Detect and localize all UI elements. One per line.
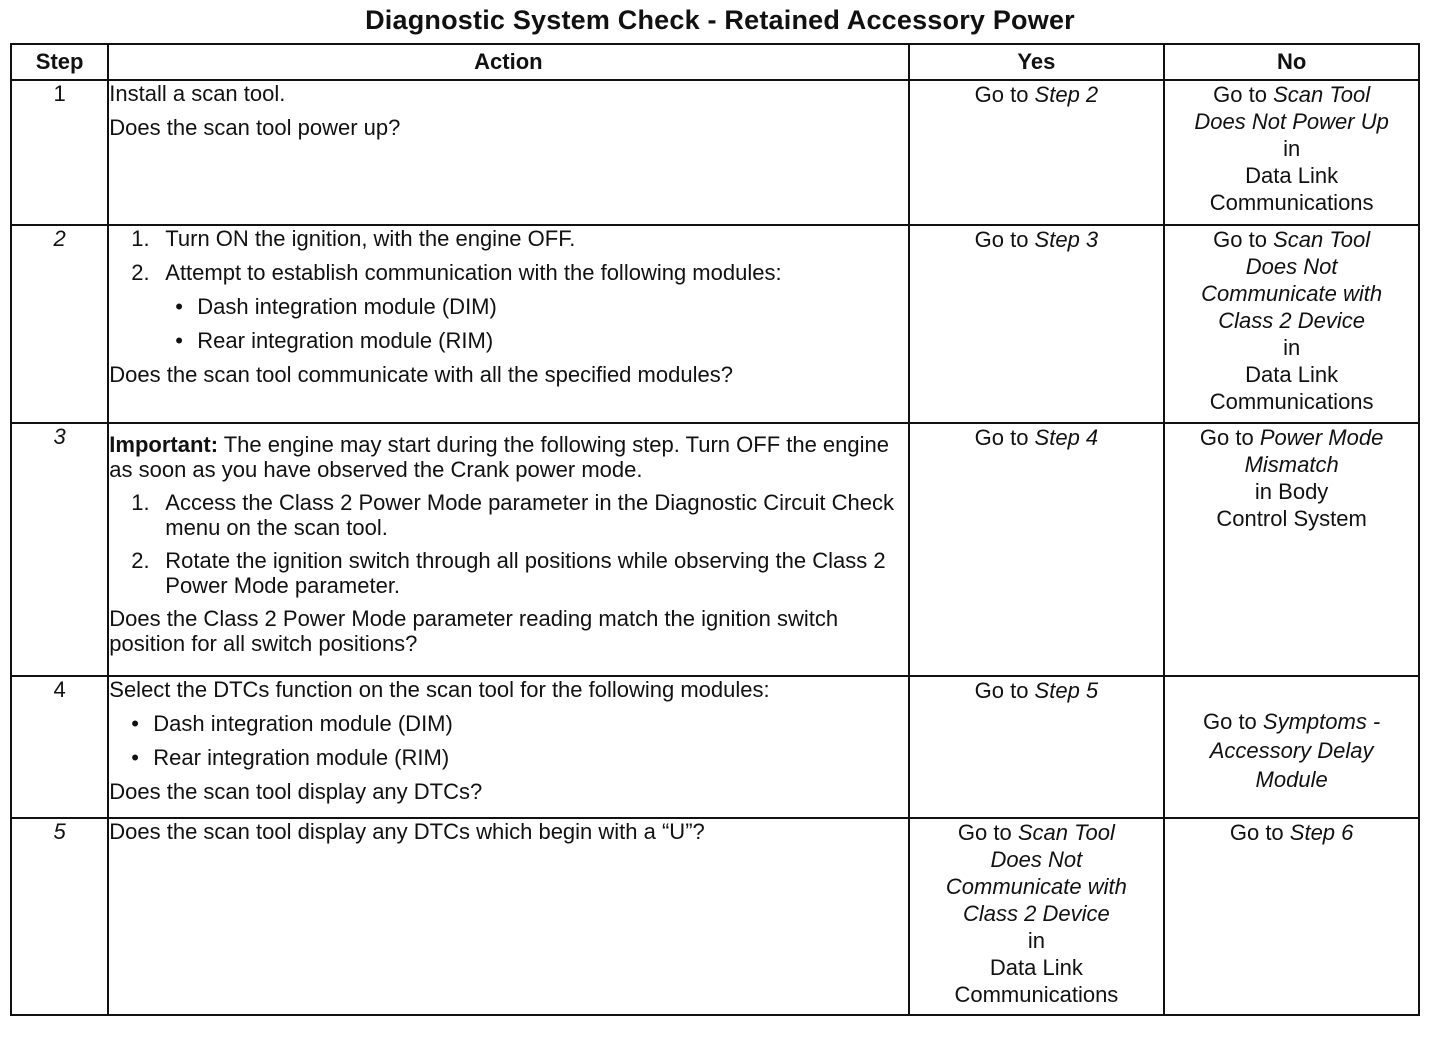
action-question: Does the scan tool power up? bbox=[109, 115, 401, 140]
no-link-part[interactable]: Mismatch bbox=[1244, 452, 1339, 477]
item-number: 1. bbox=[131, 490, 150, 515]
no-link-part[interactable]: Power Mode bbox=[1259, 425, 1384, 450]
action-intro: Select the DTCs function on the scan tool for the following modules: bbox=[109, 677, 770, 702]
bullet-text: Rear integration module (RIM) bbox=[197, 328, 494, 353]
no-suffix: in bbox=[1283, 335, 1301, 360]
step-number-cell bbox=[11, 423, 108, 676]
step-number: 1 bbox=[11, 80, 108, 225]
no-cell bbox=[1164, 676, 1419, 818]
item-text: Attempt to establish communication with the following modules: bbox=[165, 260, 782, 285]
no-link-part[interactable]: Scan Tool bbox=[1273, 227, 1371, 252]
action-cell bbox=[108, 818, 908, 1015]
no-cell bbox=[1164, 818, 1419, 1015]
no-link-part[interactable]: Class 2 Device bbox=[1218, 308, 1365, 333]
yes-link-step-4[interactable]: Step 4 bbox=[1034, 425, 1099, 450]
yes-prefix: Go to bbox=[957, 820, 1018, 845]
diagnostic-table bbox=[10, 43, 1420, 1016]
yes-cell bbox=[909, 80, 1165, 225]
action-cell bbox=[108, 80, 908, 225]
bullet-icon: • bbox=[175, 328, 183, 353]
item-number: 2. bbox=[131, 260, 150, 285]
action-cell bbox=[108, 225, 908, 423]
no-link-part[interactable]: Does Not Power Up bbox=[1194, 109, 1389, 134]
yes-suffix: Communications bbox=[954, 982, 1119, 1007]
no-cell bbox=[1164, 423, 1419, 676]
yes-link-part[interactable]: Scan Tool bbox=[1017, 820, 1115, 845]
no-link-part[interactable]: Does Not bbox=[1245, 254, 1338, 279]
no-prefix: Go to bbox=[1213, 82, 1274, 107]
step-number: 3 bbox=[53, 424, 66, 449]
bullet-text: Rear integration module (RIM) bbox=[153, 745, 450, 770]
item-number: 2. bbox=[131, 548, 150, 573]
yes-link-part[interactable]: Does Not bbox=[990, 847, 1083, 872]
yes-prefix: Go to bbox=[974, 425, 1035, 450]
page-title: Diagnostic System Check - Retained Accessory Power bbox=[365, 5, 1075, 35]
yes-prefix: Go to bbox=[974, 227, 1035, 252]
no-suffix: Communications bbox=[1209, 190, 1374, 215]
yes-suffix: Data Link bbox=[989, 955, 1083, 980]
action-line: Install a scan tool. bbox=[109, 81, 286, 106]
no-link-part[interactable]: Accessory Delay bbox=[1209, 738, 1374, 763]
item-number: 1. bbox=[131, 226, 150, 251]
no-suffix: Data Link bbox=[1245, 163, 1339, 188]
action-cell bbox=[108, 423, 908, 676]
no-prefix: Go to bbox=[1229, 820, 1290, 845]
yes-suffix: in bbox=[1027, 928, 1045, 953]
no-prefix: Go to bbox=[1213, 227, 1274, 252]
table-row bbox=[11, 225, 1419, 423]
action-question: Does the scan tool communicate with all the specified modules? bbox=[109, 362, 733, 387]
yes-cell bbox=[909, 225, 1165, 423]
bullet-icon: • bbox=[175, 294, 183, 319]
no-link-part[interactable]: Module bbox=[1255, 767, 1328, 792]
action-question: Does the scan tool display any DTCs which begin with a “U”? bbox=[109, 819, 705, 844]
action-cell bbox=[108, 676, 908, 818]
bullet-icon: • bbox=[131, 711, 139, 736]
yes-cell bbox=[909, 818, 1165, 1015]
numbered-item bbox=[131, 548, 907, 598]
step-number-cell bbox=[11, 225, 108, 423]
no-link-part[interactable]: Symptoms - bbox=[1262, 709, 1381, 734]
no-suffix: Control System bbox=[1216, 506, 1367, 531]
yes-link-step-3[interactable]: Step 3 bbox=[1034, 227, 1099, 252]
yes-link-part[interactable]: Communicate with bbox=[945, 874, 1127, 899]
table-row bbox=[11, 818, 1419, 1015]
yes-link-part[interactable]: Class 2 Device bbox=[963, 901, 1110, 926]
step-number: 5 bbox=[53, 819, 66, 844]
table-row bbox=[11, 423, 1419, 676]
important-text: The engine may start during the following step. Turn OFF the engine as soon as you have observed the Crank power mode. bbox=[109, 432, 889, 482]
header-no: No bbox=[1164, 44, 1419, 80]
numbered-item bbox=[131, 226, 907, 252]
step-number: 4 bbox=[11, 676, 108, 818]
action-question: Does the Class 2 Power Mode parameter reading match the ignition switch position for all switch positions? bbox=[109, 606, 839, 656]
table-row bbox=[11, 80, 1419, 225]
header-step: Step bbox=[11, 44, 108, 80]
table-row bbox=[11, 676, 1419, 818]
yes-prefix: Go to bbox=[974, 678, 1035, 703]
important-label: Important: bbox=[109, 432, 219, 457]
no-cell bbox=[1164, 80, 1419, 225]
no-prefix: Go to bbox=[1202, 709, 1263, 734]
step-number: 2 bbox=[53, 226, 66, 251]
bullet-text: Dash integration module (DIM) bbox=[153, 711, 453, 736]
no-link-step-6[interactable]: Step 6 bbox=[1289, 820, 1354, 845]
item-text: Rotate the ignition switch through all positions while observing the Class 2 Power Mode parameter. bbox=[165, 548, 886, 598]
action-question: Does the scan tool display any DTCs? bbox=[109, 779, 483, 804]
no-suffix: in Body bbox=[1254, 479, 1329, 504]
no-cell bbox=[1164, 225, 1419, 423]
no-prefix: Go to bbox=[1199, 425, 1260, 450]
bullet-item bbox=[131, 745, 907, 771]
bullet-icon: • bbox=[131, 745, 139, 770]
yes-prefix: Go to bbox=[974, 82, 1035, 107]
bullet-item bbox=[175, 294, 907, 320]
yes-cell bbox=[909, 676, 1165, 818]
bullet-item bbox=[175, 328, 907, 354]
yes-link-step-2[interactable]: Step 2 bbox=[1034, 82, 1099, 107]
numbered-item bbox=[131, 490, 907, 540]
yes-cell bbox=[909, 423, 1165, 676]
important-note bbox=[109, 432, 907, 482]
no-suffix: Communications bbox=[1209, 389, 1374, 414]
header-row bbox=[11, 44, 1419, 80]
bullet-item bbox=[131, 711, 907, 737]
header-action: Action bbox=[108, 44, 908, 80]
bullet-text: Dash integration module (DIM) bbox=[197, 294, 497, 319]
header-yes: Yes bbox=[909, 44, 1165, 80]
no-link-part[interactable]: Communicate with bbox=[1201, 281, 1383, 306]
no-link-part[interactable]: Scan Tool bbox=[1273, 82, 1371, 107]
numbered-item bbox=[131, 260, 907, 286]
yes-link-step-5[interactable]: Step 5 bbox=[1034, 678, 1099, 703]
no-suffix: Data Link bbox=[1245, 362, 1339, 387]
no-suffix: in bbox=[1283, 136, 1301, 161]
item-text: Turn ON the ignition, with the engine OFF. bbox=[165, 226, 576, 251]
item-text: Access the Class 2 Power Mode parameter in the Diagnostic Circuit Check menu on the scan tool. bbox=[165, 490, 895, 540]
step-number-cell bbox=[11, 818, 108, 1015]
